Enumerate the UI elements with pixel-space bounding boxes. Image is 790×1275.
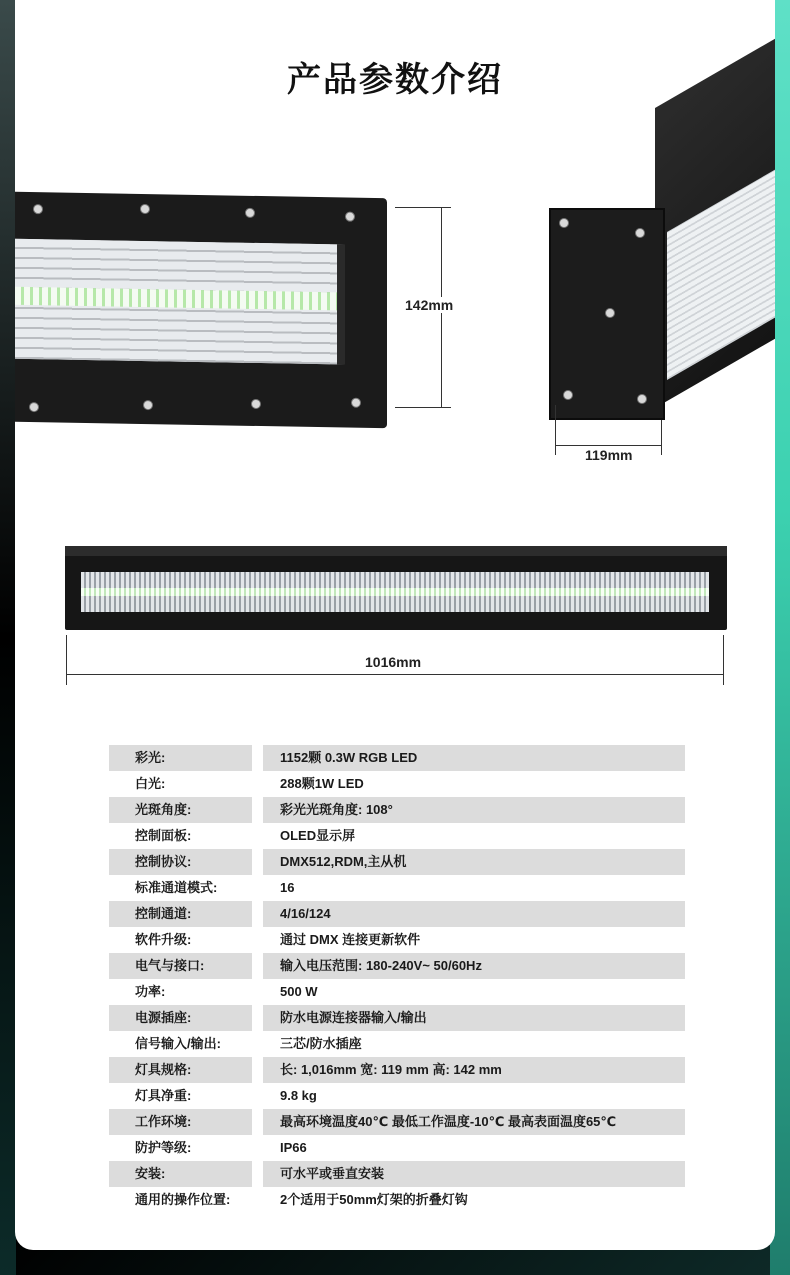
left-edge-background xyxy=(0,0,16,1275)
page-title: 产品参数介绍 xyxy=(287,61,503,99)
spec-value: 彩光光斑角度: 108° xyxy=(263,797,685,823)
spec-row xyxy=(109,849,685,875)
dim-line-bottom xyxy=(395,407,451,408)
fixture-white-led-strip xyxy=(81,588,709,596)
screw-icon xyxy=(635,228,645,238)
dim-line-left-end xyxy=(66,635,67,685)
spec-row xyxy=(109,1057,685,1083)
spec-row xyxy=(109,953,685,979)
screw-icon xyxy=(143,400,153,410)
length-dimension-label: 1016mm xyxy=(361,654,425,670)
screw-icon xyxy=(559,218,569,228)
fixture-top-rail xyxy=(65,546,727,556)
fixture-end-cap-image xyxy=(549,208,665,420)
depth-dimension-label: 119mm xyxy=(585,447,633,463)
spec-row xyxy=(109,1109,685,1135)
spec-row xyxy=(109,979,685,1005)
spec-row xyxy=(109,1161,685,1187)
spec-row xyxy=(109,797,685,823)
spec-value: OLED显示屏 xyxy=(280,828,356,843)
dim-line-top xyxy=(395,207,451,208)
spec-row xyxy=(109,823,685,849)
spec-value: 9.8 kg xyxy=(280,1088,317,1103)
spec-label: 控制面板: xyxy=(135,828,192,843)
spec-label: 功率: xyxy=(135,984,166,999)
spec-value: 输入电压范围: 180-240V~ 50/60Hz xyxy=(263,953,685,979)
spec-value: 长: 1,016mm 宽: 119 mm 高: 142 mm xyxy=(263,1057,685,1083)
fixture-front-closeup-image xyxy=(15,192,387,428)
height-dimension-label: 142mm xyxy=(405,297,454,313)
spec-label: 控制通道: xyxy=(109,901,252,927)
spec-value: 500 W xyxy=(280,984,318,999)
spec-value: 最高环境温度40℃ 最低工作温度-10℃ 最高表面温度65℃ xyxy=(263,1109,685,1135)
spec-row xyxy=(109,1135,685,1161)
screw-icon xyxy=(605,308,615,318)
dim-line-left xyxy=(555,405,556,455)
screw-icon xyxy=(345,212,355,222)
spec-value: 三芯/防水插座 xyxy=(280,1036,362,1051)
product-card xyxy=(15,0,775,1250)
spec-label: 光斑角度: xyxy=(109,797,252,823)
spec-row xyxy=(109,1005,685,1031)
spec-row xyxy=(109,901,685,927)
spec-label: 灯具净重: xyxy=(135,1088,192,1103)
spec-value: 通过 DMX 连接更新软件 xyxy=(280,932,421,947)
screw-icon xyxy=(140,204,150,214)
spec-table xyxy=(109,745,685,1213)
dim-line-right xyxy=(661,420,662,455)
spec-value: 防水电源连接器输入/输出 xyxy=(263,1005,685,1031)
spec-label: 白光: xyxy=(135,776,166,791)
spec-value: IP66 xyxy=(280,1140,307,1155)
screw-icon xyxy=(245,208,255,218)
spec-value: 2个适用于50mm灯架的折叠灯钩 xyxy=(280,1192,468,1207)
screw-icon xyxy=(33,204,43,214)
spec-label: 标准通道模式: xyxy=(135,880,218,895)
spec-row xyxy=(109,875,685,901)
spec-value: DMX512,RDM,主从机 xyxy=(263,849,685,875)
dim-line-right-end xyxy=(723,635,724,685)
spec-label: 电源插座: xyxy=(109,1005,252,1031)
led-panel xyxy=(15,239,345,365)
spec-label: 灯具规格: xyxy=(109,1057,252,1083)
spec-label: 信号输入/输出: xyxy=(135,1036,221,1051)
spec-value: 1152颗 0.3W RGB LED xyxy=(263,745,685,771)
dim-line-length xyxy=(66,674,724,675)
spec-label: 彩光: xyxy=(109,745,252,771)
screw-icon xyxy=(29,402,39,412)
spec-label: 安装: xyxy=(109,1161,252,1187)
spec-value: 可水平或垂直安装 xyxy=(263,1161,685,1187)
spec-row xyxy=(109,1187,685,1213)
white-led-band xyxy=(15,287,337,311)
spec-label: 控制协议: xyxy=(109,849,252,875)
spec-label: 防护等级: xyxy=(135,1140,192,1155)
spec-label: 电气与接口: xyxy=(109,953,252,979)
spec-row xyxy=(109,1083,685,1109)
dim-line-horizontal xyxy=(555,445,662,446)
spec-label: 工作环境: xyxy=(109,1109,252,1135)
screw-icon xyxy=(251,399,261,409)
spec-value: 288颗1W LED xyxy=(280,776,364,791)
spec-row xyxy=(109,1031,685,1057)
screw-icon xyxy=(563,390,573,400)
screw-icon xyxy=(351,398,361,408)
spec-label: 软件升级: xyxy=(135,932,192,947)
spec-value: 16 xyxy=(280,880,295,895)
spec-value: 4/16/124 xyxy=(263,901,685,927)
spec-row xyxy=(109,927,685,953)
screw-icon xyxy=(637,394,647,404)
spec-row xyxy=(109,771,685,797)
spec-label: 通用的操作位置: xyxy=(135,1192,231,1207)
spec-row xyxy=(109,745,685,771)
